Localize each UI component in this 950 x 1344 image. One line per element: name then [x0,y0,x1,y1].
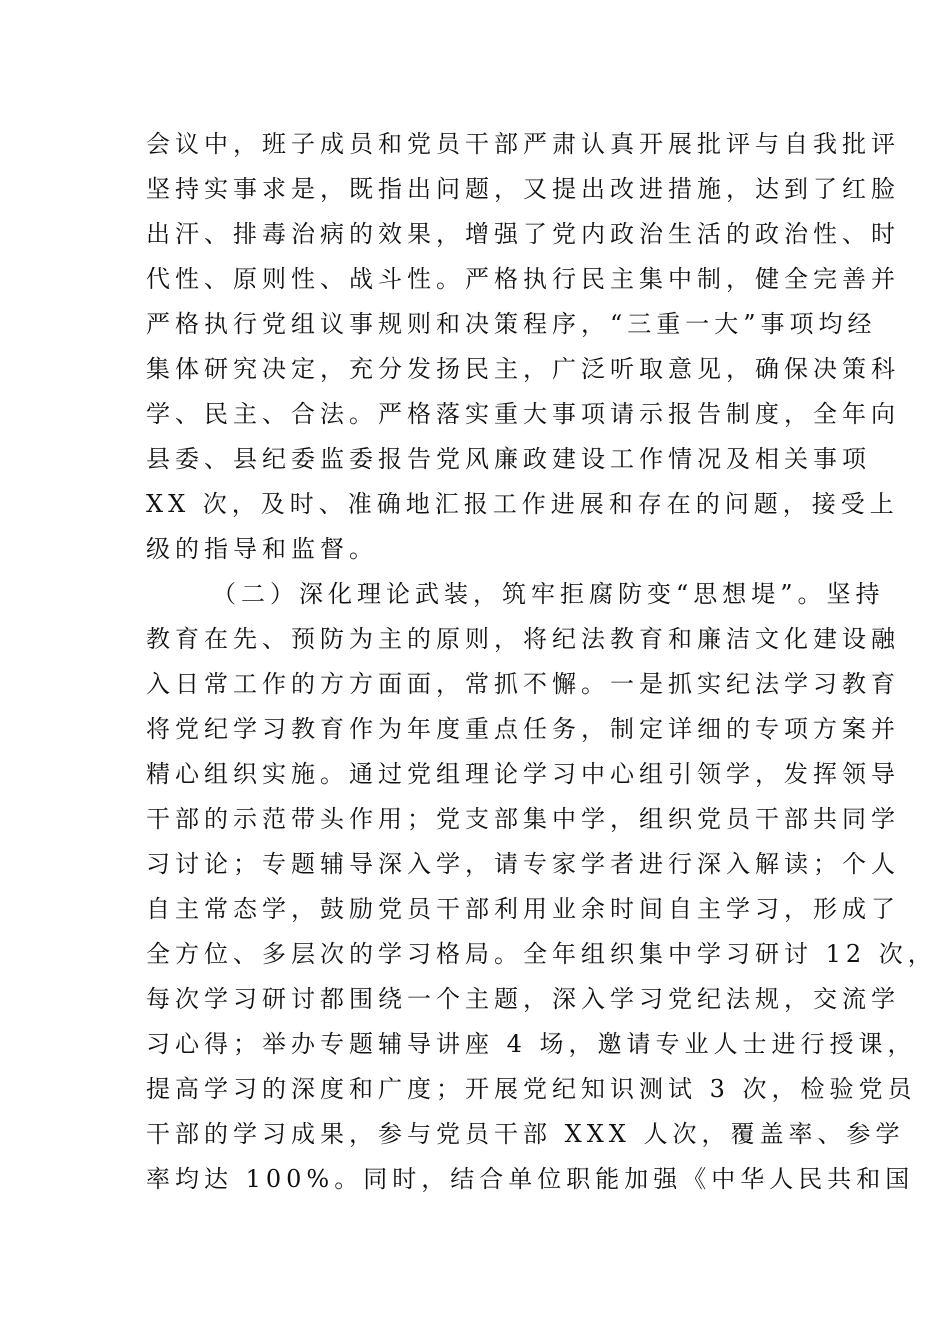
document-page [146,122,937,1202]
text-line: 级的指导和监督。 [146,535,378,563]
paragraph-2 [146,572,937,1202]
text-line: 会议中，班子成员和党员干部严肃认真开展批评与自我批评 [146,130,900,158]
text-line: 干部的学习成果，参与党员干部 XXX 人次，覆盖率、参学 [146,1120,905,1148]
text-line: 每次学习研讨都围绕一个主题，深入学习党纪法规，交流学 [146,985,900,1013]
text-line: 入日常工作的方方面面，常抓不懈。一是抓实纪法学习教育 [146,670,900,698]
text-line: 习讨论；专题辅导深入学，请专家学者进行深入解读；个人 [146,850,900,878]
text-line: 严格执行党组议事规则和决策程序，“三重一大”事项均经 [146,310,877,338]
text-line: 代性、原则性、战斗性。严格执行民主集中制，健全完善并 [146,265,900,293]
text-line: 提高学习的深度和广度；开展党纪知识测试 3 次，检验党员 [146,1075,917,1103]
text-line: 全方位、多层次的学习格局。全年组织集中学习研讨 12 次， [146,940,937,968]
text-line: 学、民主、合法。严格落实重大事项请示报告制度，全年向 [146,400,900,428]
text-line: 教育在先、预防为主的原则，将纪法教育和廉洁文化建设融 [146,625,900,653]
text-line: 县委、县纪委监委报告党风廉政建设工作情况及相关事项 [146,445,871,473]
text-line: 干部的示范带头作用；党支部集中学，组织党员干部共同学 [146,805,900,833]
text-line: 坚持实事求是，既指出问题，又提出改进措施，达到了红脸 [146,175,900,203]
section-heading-line: （二）深化理论武装，筑牢拒腐防变“思想堤”。坚持 [212,580,885,608]
text-line: 集体研究决定，充分发扬民主，广泛听取意见，确保决策科 [146,355,900,383]
paragraph-1 [146,122,900,572]
text-line: 将党纪学习教育作为年度重点任务，制定详细的专项方案并 [146,715,900,743]
text-line: 出汗、排毒治病的效果，增强了党内政治生活的政治性、时 [146,220,900,248]
text-line: 率均达 100%。同时，结合单位职能加强《中华人民共和国 [146,1165,915,1193]
text-line: 自主常态学，鼓励党员干部利用业余时间自主学习，形成了 [146,895,900,923]
text-line: XX 次，及时、准确地汇报工作进展和存在的问题，接受上 [146,490,899,518]
text-line: 习心得；举办专题辅导讲座 4 场，邀请专业人士进行授课， [146,1030,917,1058]
text-line: 精心组织实施。通过党组理论学习中心组引领学，发挥领导 [146,760,900,788]
